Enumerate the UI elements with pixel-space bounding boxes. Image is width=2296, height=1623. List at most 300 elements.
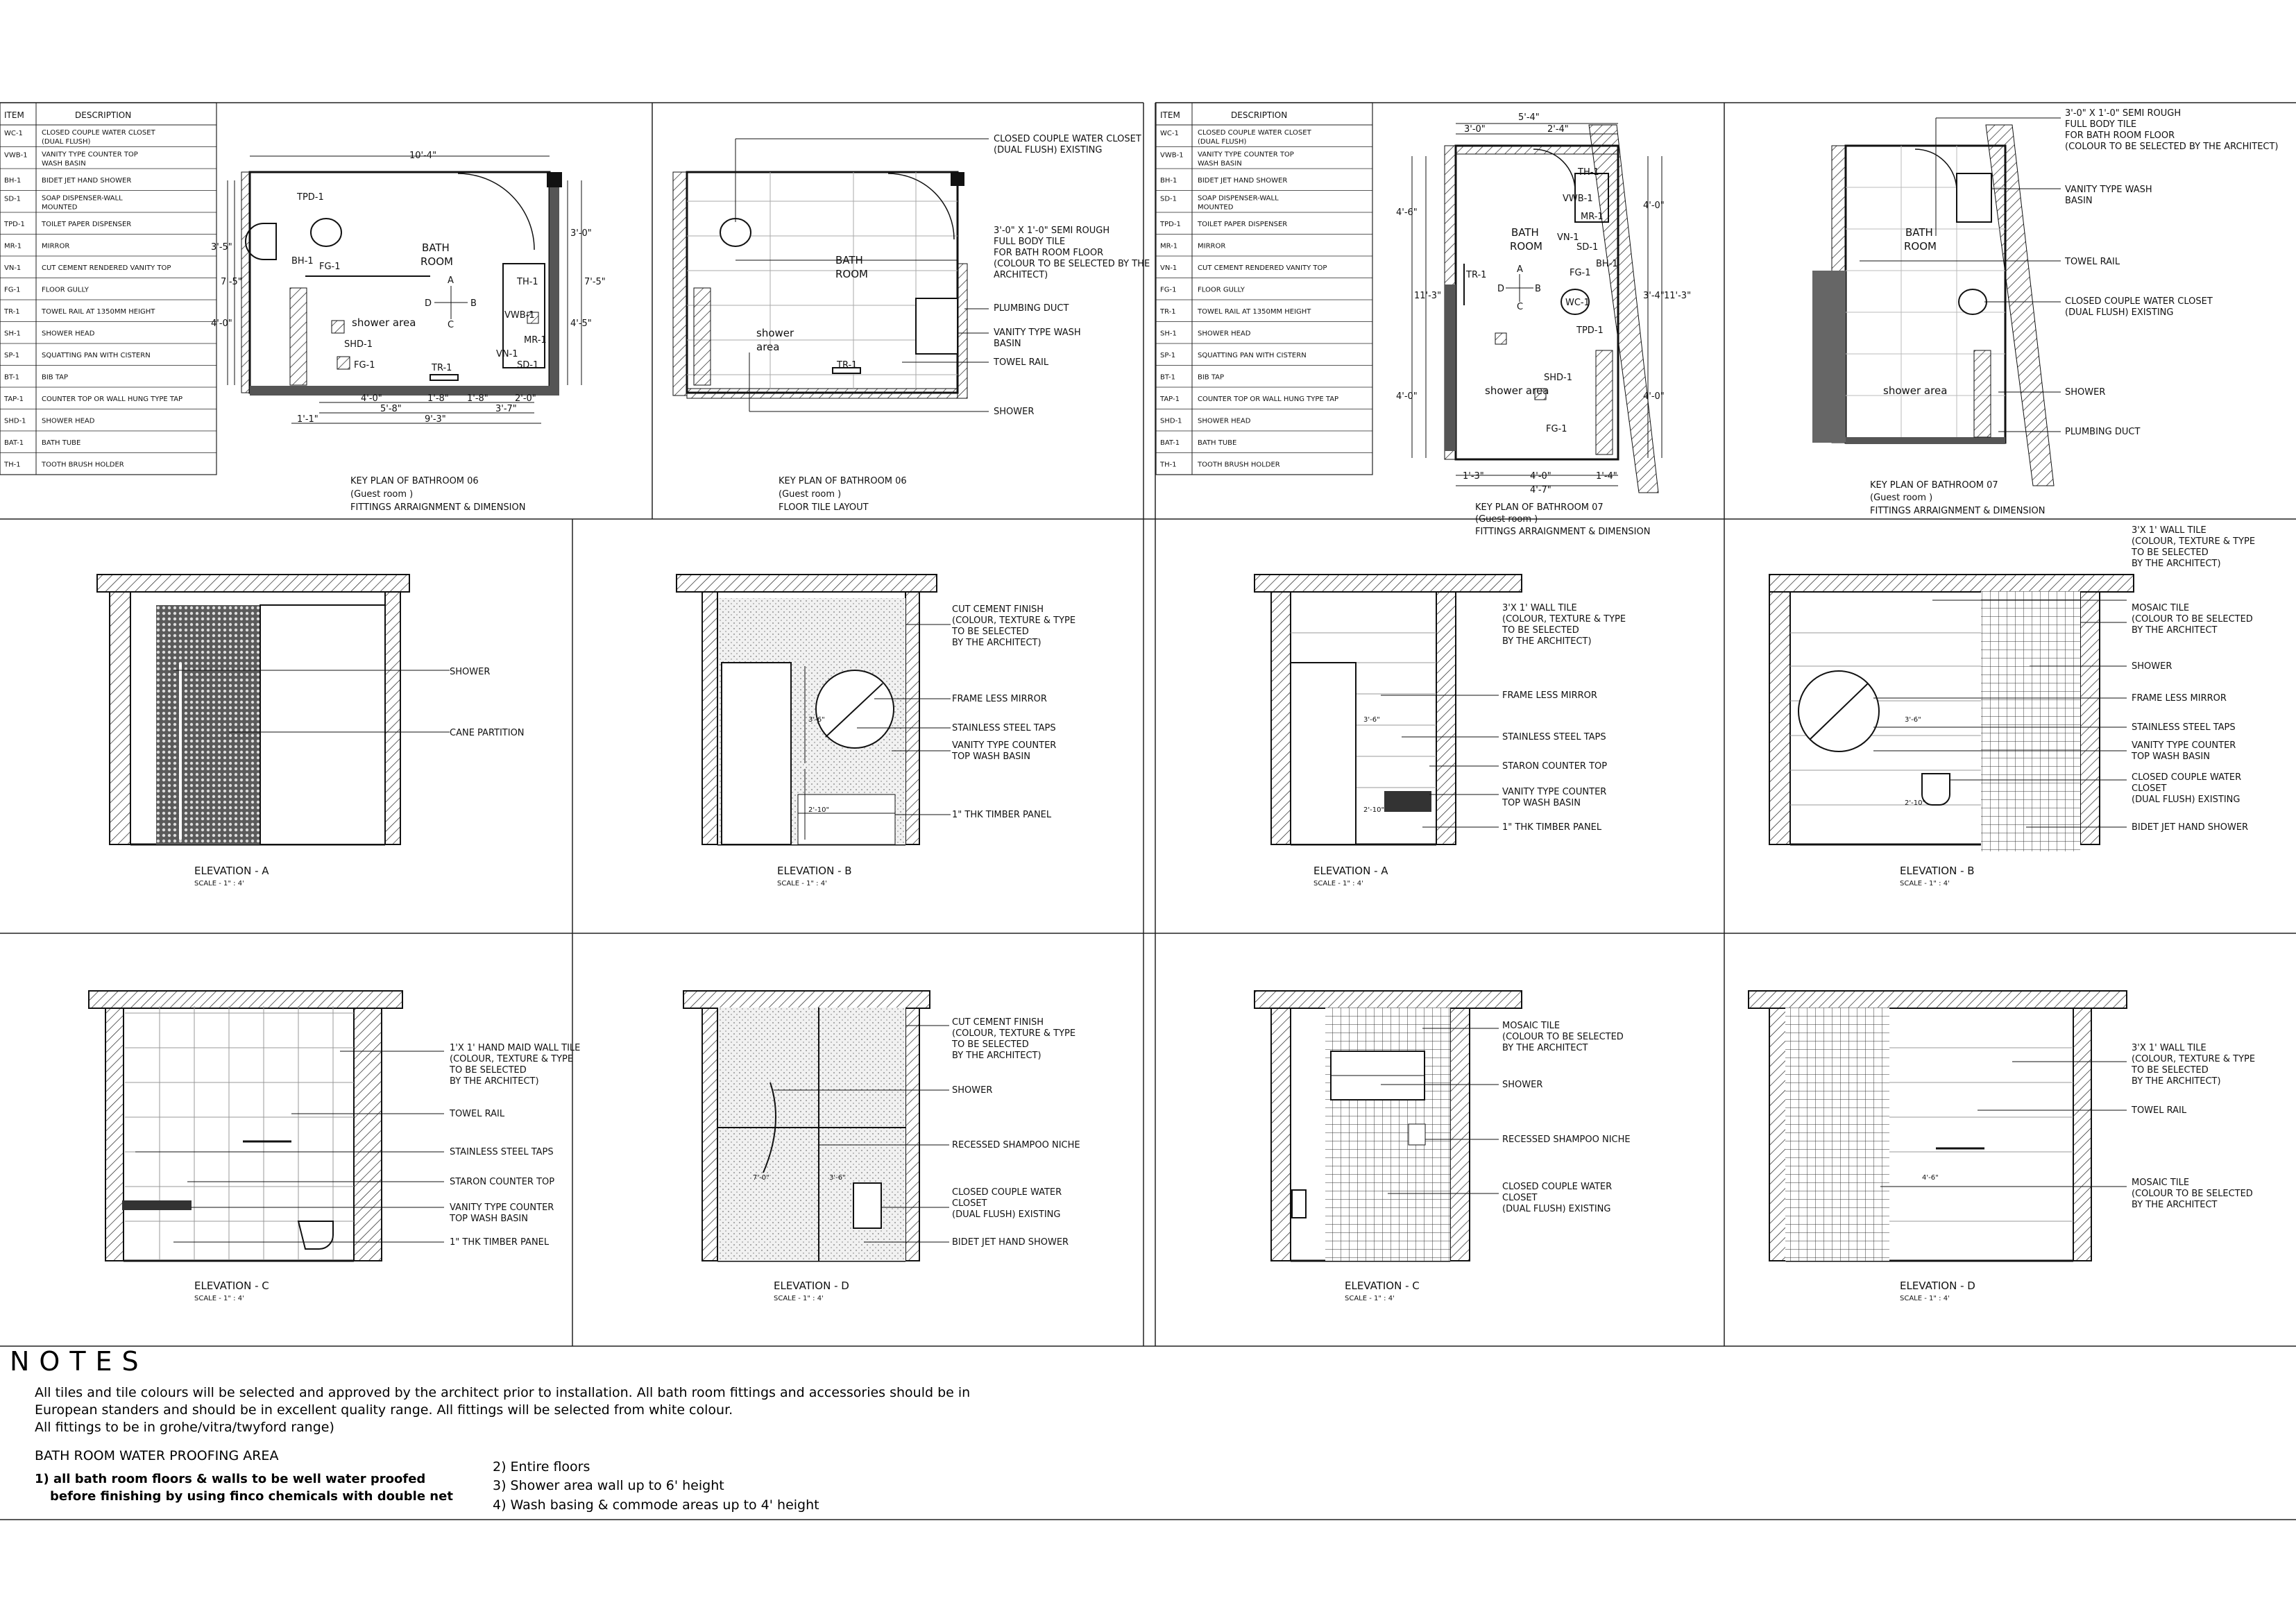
legend-description: TOOTH BRUSH HOLDER [1198,461,1280,469]
elev-07a-detail [1291,633,1499,844]
drawing-label: 3'-0" [1464,124,1486,135]
drawing-label: TH-1 [517,277,538,287]
plan-bathroom-07-tile [1812,118,2061,486]
legend-code: SD-1 [1160,195,1177,203]
drawing-label: BY THE ARCHITECT) [952,1051,1041,1061]
drawing-label: shower [756,327,794,339]
drawing-label: (Guest room ) [1475,514,1538,525]
drawing-label: D [1497,284,1505,294]
wall-right [1436,592,1456,844]
drawing-label: (DUAL FLUSH) EXISTING [952,1209,1061,1220]
wall-right [2080,592,2100,844]
legend-description: MIRROR [1198,242,1226,250]
drawing-label: ARCHITECT) [994,270,1048,280]
legend-code: TR-1 [1160,308,1176,316]
drawing-label: VANITY TYPE COUNTER [1502,787,1607,797]
wall-right [385,592,400,844]
legend-description: VANITY TYPE COUNTER TOP [1198,151,1294,159]
drawing-label: FULL BODY TILE [994,237,1066,247]
drawing-label: B [470,298,477,309]
legend-description: BIDET JET HAND SHOWER [1198,177,1288,185]
legend-description-2: MOUNTED [42,203,78,212]
drawing-label: VANITY TYPE COUNTER [2132,740,2236,751]
drawing-label: CLOSET [2132,783,2167,794]
legend-header-item: ITEM [4,110,24,120]
drawing-label: KEY PLAN OF BATHROOM 07 [1870,480,1998,491]
drawing-label: 4'-7" [1530,485,1551,495]
drawing-label: VWB-1 [1563,194,1593,204]
legend-description: CUT CEMENT RENDERED VANITY TOP [1198,264,1327,272]
drawing-label: 1" THK TIMBER PANEL [952,810,1052,820]
drawing-label: SCALE - 1" : 4' [1345,1295,1395,1302]
legend-code: BAT-1 [1160,439,1180,447]
drawing-label: D [425,298,432,309]
drawing-label: ROOM [1904,240,1937,253]
drawing-label: 3'X 1' WALL TILE [1502,603,1577,613]
wall-right [1450,1008,1470,1261]
drawing-label: (COLOUR, TEXTURE & TYPE [1502,614,1626,624]
drawing-label: 11'-3" [1414,291,1442,301]
drawing-label: RECESSED SHAMPOO NICHE [1502,1135,1631,1145]
legend-code: TR-1 [4,308,20,316]
legend-description: FLOOR GULLY [1198,286,1245,294]
legend-description: CLOSED COUPLE WATER CLOSET [1198,129,1311,137]
drawing-label: BY THE ARCHITECT) [1502,636,1592,647]
elev-07b-detail [1790,591,2127,851]
drawing-label: 1" THK TIMBER PANEL [450,1237,550,1248]
drawing-label: 2'-4" [1547,124,1569,135]
wall-right [905,1008,919,1261]
drawing-label: 3'-5" [211,242,232,253]
drawing-label: SCALE - 1" : 4' [1900,880,1950,887]
legend-description-2: MOUNTED [1198,203,1234,212]
drawing-label: CLOSED COUPLE WATER [2132,772,2242,783]
legend-code: BAT-1 [4,439,24,447]
drawing-label: BATH [1511,226,1539,239]
legend-description: BATH TUBE [42,439,81,447]
drawing-label: CLOSED COUPLE WATER CLOSET [2065,296,2213,307]
drawing-label: STARON COUNTER TOP [450,1177,555,1187]
wall-left [1271,1008,1291,1261]
legend-code: SP-1 [4,352,20,359]
legend-description: COUNTER TOP OR WALL HUNG TYPE TAP [42,396,183,403]
legend-description: TOWEL RAIL AT 1350MM HEIGHT [42,308,155,316]
drawing-label: CANE PARTITION [450,728,525,738]
plan-bathroom-06-fittings [228,156,581,423]
drawing-label: TR-1 [1466,270,1487,280]
wall-right [2073,1008,2091,1261]
drawing-label: FRAME LESS MIRROR [1502,690,1597,701]
drawing-label: STAINLESS STEEL TAPS [952,723,1056,733]
drawing-label: (COLOUR, TEXTURE & TYPE [952,1028,1076,1039]
ceiling-slab [677,575,937,592]
plan-bathroom-06-tile [673,139,989,411]
legend-description: SHOWER HEAD [1198,330,1251,338]
drawing-label: BATH [1905,226,1933,239]
legend-description-2: WASH BASIN [42,160,86,168]
drawing-label: TO BE SELECTED [2132,547,2209,558]
legend-code: TH-1 [4,461,21,469]
legend-code: TH-1 [1160,461,1177,469]
drawing-label: VANITY TYPE WASH [994,328,1081,338]
waterproof-item-2: 2) Entire floors [493,1459,590,1475]
wall-left [702,1008,717,1261]
drawing-label: 9'-3" [425,414,446,425]
notes-line-3: All fittings to be in grohe/vitra/twyford range) [35,1420,334,1435]
drawing-label: SHOWER [952,1085,993,1096]
drawing-label: VN-1 [1557,232,1579,243]
drawing-label: TOP WASH BASIN [1502,798,1581,808]
drawing-label: 3'X 1' WALL TILE [2132,1043,2206,1053]
drawing-label: FOR BATH ROOM FLOOR [2065,130,2175,141]
drawing-label: BY THE ARCHITECT [1502,1043,1588,1053]
drawing-label: FG-1 [354,360,375,371]
legend-code: VN-1 [1160,264,1177,272]
elev-06a-detail [156,605,450,844]
drawing-label: CLOSET [1502,1193,1538,1203]
drawing-label: 4'-6" [1396,207,1418,218]
drawing-label: BY THE ARCHITECT) [2132,1076,2221,1087]
drawing-label: KEY PLAN OF BATHROOM 06 [779,476,907,486]
drawing-label: FG-1 [1546,424,1567,434]
legend-description-2: (DUAL FLUSH) [1198,138,1247,146]
drawing-label: ELEVATION - B [777,865,852,877]
legend-description-2: WASH BASIN [1198,160,1242,168]
drawing-label: BH-1 [291,256,314,266]
drawing-label: 10'-4" [409,151,437,161]
drawing-label: SD-1 [1576,242,1599,253]
drawing-label: TOWEL RAIL [2065,257,2120,267]
drawing-label: BY THE ARCHITECT) [2132,559,2221,569]
wall-left [1769,592,1790,844]
drawing-label: BASIN [994,339,1021,349]
ceiling-slab [1255,991,1522,1008]
drawing-label: (COLOUR TO BE SELECTED [2132,614,2253,624]
drawing-label: SCALE - 1" : 4' [194,1295,244,1302]
drawing-label: FOR BATH ROOM FLOOR [994,248,1104,258]
drawing-label: WC-1 [1565,298,1590,308]
legend-code: BT-1 [1160,373,1176,382]
drawing-label: MOSAIC TILE [2132,1178,2190,1188]
drawing-label: TPD-1 [297,192,324,203]
drawing-label: ELEVATION - C [194,1280,269,1292]
drawing-label: TO BE SELECTED [1502,625,1579,636]
legend-code: BH-1 [1160,177,1177,185]
drawing-label: (Guest room ) [350,489,414,500]
drawing-label: 3'-4" [1643,291,1665,301]
drawing-label: MOSAIC TILE [2132,603,2190,613]
drawing-label: FITTINGS ARRAIGNMENT & DIMENSION [1870,506,2046,516]
drawing-label: 7'-5" [584,277,606,287]
ceiling-slab [1255,575,1522,592]
drawing-label: FITTINGS ARRAIGNMENT & DIMENSION [350,502,526,513]
drawing-label: SHOWER [2065,387,2106,398]
drawing-label: 4'-0" [211,318,232,329]
drawing-label: SCALE - 1" : 4' [1313,880,1363,887]
drawing-label: CUT CEMENT FINISH [952,1017,1044,1028]
legend-code: SH-1 [1160,330,1177,338]
legend-code: MR-1 [1160,242,1178,250]
drawing-label: BY THE ARCHITECT) [450,1076,539,1087]
drawing-label: TOWEL RAIL [2132,1105,2187,1116]
legend-code: VWB-1 [4,151,28,160]
drawing-label: ELEVATION - C [1345,1280,1420,1292]
drawing-label: TOWEL RAIL [994,357,1049,368]
drawing-label: (COLOUR, TEXTURE & TYPE [952,615,1076,626]
drawing-label: C [1517,302,1524,312]
drawing-label: TOWEL RAIL [450,1109,505,1119]
drawing-label: SCALE - 1" : 4' [777,880,827,887]
legend-description: CUT CEMENT RENDERED VANITY TOP [42,264,171,272]
legend-code: VN-1 [4,264,22,272]
drawing-label: SHD-1 [344,339,373,350]
drawing-label: ELEVATION - D [774,1280,849,1292]
legend-description: MIRROR [42,242,70,250]
drawing-label: 4'-0" [1643,201,1665,211]
drawing-label: 4'-0" [361,393,382,404]
drawing-label: (DUAL FLUSH) EXISTING [2065,307,2174,318]
drawing-label: (COLOUR, TEXTURE & TYPE [450,1054,574,1064]
drawing-label: 3'-6" [829,1174,846,1182]
drawing-label: VANITY TYPE COUNTER [952,740,1057,751]
legend-description: SHOWER HEAD [1198,417,1251,425]
legend-table-right [1156,103,1372,475]
legend-description-2: (DUAL FLUSH) [42,138,91,146]
drawing-label: 1" THK TIMBER PANEL [1502,822,1602,833]
drawing-label: 1'-8" [467,393,488,404]
drawing-label: TH-1 [1578,167,1599,178]
drawing-label: TR-1 [432,363,452,373]
drawing-label: VWB-1 [504,310,535,321]
drawing-label: RECESSED SHAMPOO NICHE [952,1140,1080,1150]
drawing-label: ELEVATION - A [194,865,269,877]
notes-section [10,1346,970,1513]
drawing-label: SCALE - 1" : 4' [194,880,244,887]
waterproof-item-4: 4) Wash basing & commode areas up to 4' height [493,1497,819,1513]
drawing-label: 3'X 1' WALL TILE [2132,525,2206,536]
notes-heading: NOTES [10,1346,148,1377]
legend-code: VWB-1 [1160,151,1184,160]
ceiling-slab [97,575,409,592]
drawing-label: ELEVATION - B [1900,865,1975,877]
legend-code: WC-1 [1160,130,1179,137]
drawing-label: (DUAL FLUSH) EXISTING [2132,794,2240,805]
drawing-label: VANITY TYPE COUNTER [450,1203,554,1213]
legend-description: BIB TAP [42,373,69,382]
drawing-label: PLUMBING DUCT [2065,427,2141,437]
wall-left [110,592,130,844]
drawing-label: TO BE SELECTED [450,1065,527,1076]
drawing-label: area [756,341,780,353]
drawing-label: (COLOUR TO BE SELECTED [2132,1189,2253,1199]
drawing-label: STAINLESS STEEL TAPS [450,1147,554,1157]
drawing-label: KEY PLAN OF BATHROOM 06 [350,476,479,486]
drawing-label: 7'-5" [221,277,242,287]
drawing-label: shower area [1485,384,1549,397]
drawing-label: ROOM [835,268,868,280]
drawing-label: 4'-5" [570,318,592,329]
legend-code: SD-1 [4,195,22,203]
legend-code: BT-1 [4,373,20,382]
legend-code: SP-1 [1160,352,1176,359]
drawing-label: TO BE SELECTED [952,627,1029,637]
wall-left [702,592,717,844]
legend-code: MR-1 [4,242,22,250]
legend-description: FLOOR GULLY [42,286,89,294]
drawing-label: B [1535,284,1541,294]
legend-header-description: DESCRIPTION [1231,110,1288,120]
drawing-label: (COLOUR TO BE SELECTED BY THE [994,259,1150,269]
legend-description: SQUATTING PAN WITH CISTERN [42,352,151,359]
drawing-label: FITTINGS ARRAIGNMENT & DIMENSION [1475,527,1651,537]
drawing-label: BY THE ARCHITECT) [952,638,1041,648]
drawing-label: ROOM [420,255,453,268]
drawing-label: 4'-0" [1530,471,1551,482]
notes-line-1: All tiles and tile colours will be selected and approved by the architect prior to installation. All bath room fittings and accessories should be in [35,1385,971,1400]
ceiling-slab [89,991,402,1008]
legend-header-item: ITEM [1160,110,1180,120]
drawing-label: BIDET JET HAND SHOWER [952,1237,1069,1248]
drawing-label: C [448,320,454,330]
plan-bathroom-07-fittings [1412,124,1662,493]
drawing-label: BATH [835,254,863,266]
drawing-label: 3'-0" [570,228,592,239]
drawing-label: VANITY TYPE WASH [2065,185,2152,195]
drawing-label: SHOWER [994,407,1035,417]
drawing-label: FG-1 [319,262,341,272]
drawing-label: 2'-10" [1363,806,1385,814]
legend-description: SOAP DISPENSER-WALL [1198,194,1279,203]
legend-code: SH-1 [4,330,21,338]
legend-description: COUNTER TOP OR WALL HUNG TYPE TAP [1198,396,1339,403]
drawing-label: SD-1 [517,360,539,371]
drawing-label: FRAME LESS MIRROR [2132,693,2227,704]
legend-code: FG-1 [4,286,21,294]
drawing-label: (Guest room ) [1870,493,1933,503]
drawing-label: CLOSED COUPLE WATER CLOSET [994,134,1141,144]
drawing-label: FG-1 [1570,268,1591,278]
legend-header-description: DESCRIPTION [75,110,132,120]
drawing-label: BASIN [2065,196,2093,206]
legend-description: TOILET PAPER DISPENSER [42,221,132,228]
drawing-label: STAINLESS STEEL TAPS [1502,732,1606,742]
legend-code: BH-1 [4,177,22,185]
drawing-label: 1'X 1' HAND MAID WALL TILE [450,1043,581,1053]
drawing-label: 1'-8" [427,393,449,404]
drawing-label: (COLOUR TO BE SELECTED [1502,1032,1624,1042]
drawing-label: FRAME LESS MIRROR [952,694,1047,704]
drawing-label: (COLOUR, TEXTURE & TYPE [2132,536,2256,547]
drawing-label: TO BE SELECTED [2132,1065,2209,1076]
drawing-label: CUT CEMENT FINISH [952,604,1044,615]
drawing-label: 4'-6" [1922,1174,1939,1182]
drawing-label: BATH [422,241,450,254]
drawing-label: 1'-4" [1596,471,1617,482]
elev-06c-detail [122,1006,444,1259]
legend-description: SOAP DISPENSER-WALL [42,194,123,203]
legend-code: TAP-1 [1160,396,1180,403]
drawing-label: 1'-3" [1463,471,1484,482]
drawing-label: 1'-1" [297,414,318,425]
legend-description: SHOWER HEAD [42,417,95,425]
drawing-label: 2'-0" [515,393,536,404]
legend-code: TPD-1 [1160,221,1181,228]
wall-right [905,592,919,844]
drawing-label: A [448,275,454,286]
drawing-label: 11'-3" [1664,291,1692,301]
drawing-label: KEY PLAN OF BATHROOM 07 [1475,502,1604,513]
drawing-label: ROOM [1510,240,1542,253]
waterproof-item-1a: 1) all bath room floors & walls to be well water proofed [35,1472,426,1486]
drawing-label: TOP WASH BASIN [952,751,1030,762]
drawing-label: 7'-0" [753,1174,769,1182]
drawing-label: FULL BODY TILE [2065,119,2137,130]
drawing-label: 3'-0" X 1'-0" SEMI ROUGH [2065,108,2182,119]
drawing-label: 3'-6" [1905,716,1921,724]
ceiling-slab [1749,991,2127,1008]
legend-description: BIB TAP [1198,373,1225,382]
legend-description: SHOWER HEAD [42,330,95,338]
drawing-label: CLOSED COUPLE WATER [1502,1182,1613,1192]
drawing-label: (Guest room ) [779,489,842,500]
drawing-label: BIDET JET HAND SHOWER [2132,822,2249,833]
drawing-label: SHOWER [450,667,491,677]
drawing-label: TOP WASH BASIN [2132,751,2210,762]
drawing-label: A [1517,264,1523,275]
legend-description: VANITY TYPE COUNTER TOP [42,151,138,159]
drawing-label: ELEVATION - D [1900,1280,1975,1292]
drawing-label: FLOOR TILE LAYOUT [779,502,869,513]
drawing-label: BY THE ARCHITECT [2132,1200,2218,1210]
drawing-label: BY THE ARCHITECT [2132,625,2218,636]
drawing-label: TPD-1 [1576,325,1604,336]
drawing-label: STAINLESS STEEL TAPS [2132,722,2236,733]
drawing-label: 5'-4" [1518,112,1540,123]
drawing-label: SHOWER [1502,1080,1543,1090]
plan1-labels [211,151,606,513]
legend-description: BIDET JET HAND SHOWER [42,177,132,185]
drawing-label: BH-1 [1596,259,1618,269]
legend-description: SQUATTING PAN WITH CISTERN [1198,352,1307,359]
drawing-label: SHD-1 [1544,373,1572,383]
drawing-label: (COLOUR, TEXTURE & TYPE [2132,1054,2256,1064]
legend-code: TPD-1 [4,221,25,228]
drawing-label: 3'-0" X 1'-0" SEMI ROUGH [994,226,1110,236]
drawing-label: TR-1 [837,360,858,371]
drawing-label: MR-1 [1581,212,1604,222]
drawing-label: MR-1 [524,335,547,346]
drawing-label: 2'-10" [1905,799,1926,807]
legend-code: TAP-1 [4,396,24,403]
legend-code: SHD-1 [1160,417,1182,425]
wall-right [354,1008,382,1261]
drawing-label: 5'-8" [380,404,402,414]
legend-code: SHD-1 [4,417,26,425]
wall-left [1769,1008,1786,1261]
drawing-label: 4'-0" [1396,391,1418,402]
drawing-label: PLUMBING DUCT [994,303,1069,314]
wall-left [1271,592,1291,844]
drawing-label: SCALE - 1" : 4' [774,1295,824,1302]
drawing-label: STARON COUNTER TOP [1502,761,1608,772]
drawing-label: 2'-10" [808,806,830,814]
ceiling-slab [1769,575,2134,592]
drawing-label: 3'-7" [495,404,517,414]
drawing-label: 4'-0" [1643,391,1665,402]
drawing-label: SHOWER [2132,661,2172,672]
drawing-label: SCALE - 1" : 4' [1900,1295,1950,1302]
drawing-label: 3'-6" [808,716,825,724]
